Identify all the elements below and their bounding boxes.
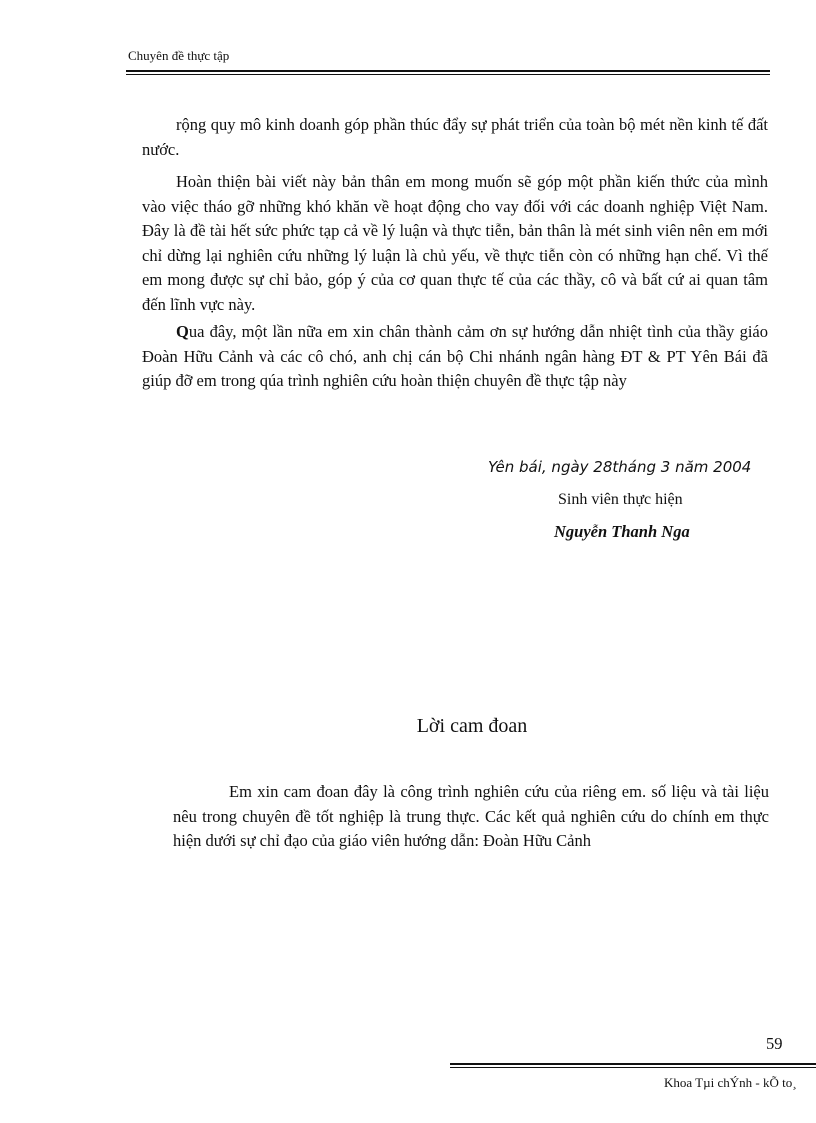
- footer-rule-top: [450, 1063, 816, 1065]
- paragraph-thanks: Qua đây, một lần nữa em xin chân thành cảm ơn sự hướng dẫn nhiệt tình của thầy giáo Đoàn Hữu Cảnh và các cô chó, anh chị cán bộ Chi nhánh ngân hàng ĐT & PT Yên Bái đã giúp đỡ em trong qúa trình nghiên cứu hoàn thiện chuyên đề thực tập này: [142, 322, 768, 390]
- page-number: 59: [766, 1034, 783, 1053]
- footer-rule-bottom: [450, 1067, 816, 1068]
- commitment-paragraph: Em xin cam đoan đây là công trình nghiên cứu của riêng em. số liệu và tài liệu nêu trong chuyên đề tốt nghiệp là trung thực. Các kết quả nghiên cứu do chính em thực hiện dưới sự chỉ đạo của giáo viên hướng dẫn: Đoàn Hữu Cảnh: [173, 782, 769, 850]
- paragraph-purpose: Hoàn thiện bài viết này bản thân em mong muốn sẽ góp một phần kiến thức của mình vào việc tháo gỡ những khó khăn về hoạt động cho vay đối với các doanh nghiệp Việt Nam. Đây là đề tài hết sức phức tạp cả về lý luận và thực tiễn, bản thân là mét sinh viên nên em mới chỉ dừng lại nghiên cứu những lý luận là chủ yếu, về thực tiễn còn có những hạn chế. Vì thế em mong được sự chỉ bảo, góp ý của cơ quan thực tế của các thầy, cô và bất cứ ai quan tâm đến lĩnh vực này.: [142, 172, 768, 314]
- signature-date: Yên bái, ngày 28tháng 3 năm 2004: [488, 458, 752, 476]
- header-rule-top: [126, 70, 770, 72]
- signature-role: Sinh viên thực hiện: [558, 491, 683, 508]
- header-title: Chuyên đề thực tập: [128, 48, 230, 63]
- paragraph-continuation: rộng quy mô kinh doanh góp phần thúc đẩy sự phát triển của toàn bộ mét nền kinh tế đất nước.: [142, 115, 768, 159]
- thanks-initial: Q: [176, 322, 189, 341]
- signature-name: Nguyễn Thanh Nga: [554, 522, 690, 541]
- header-rule-bottom: [126, 74, 770, 75]
- commitment-heading: Lời cam đoan: [416, 715, 528, 737]
- footer-text: Khoa Tµi chÝnh - kÕ to¸: [664, 1075, 797, 1090]
